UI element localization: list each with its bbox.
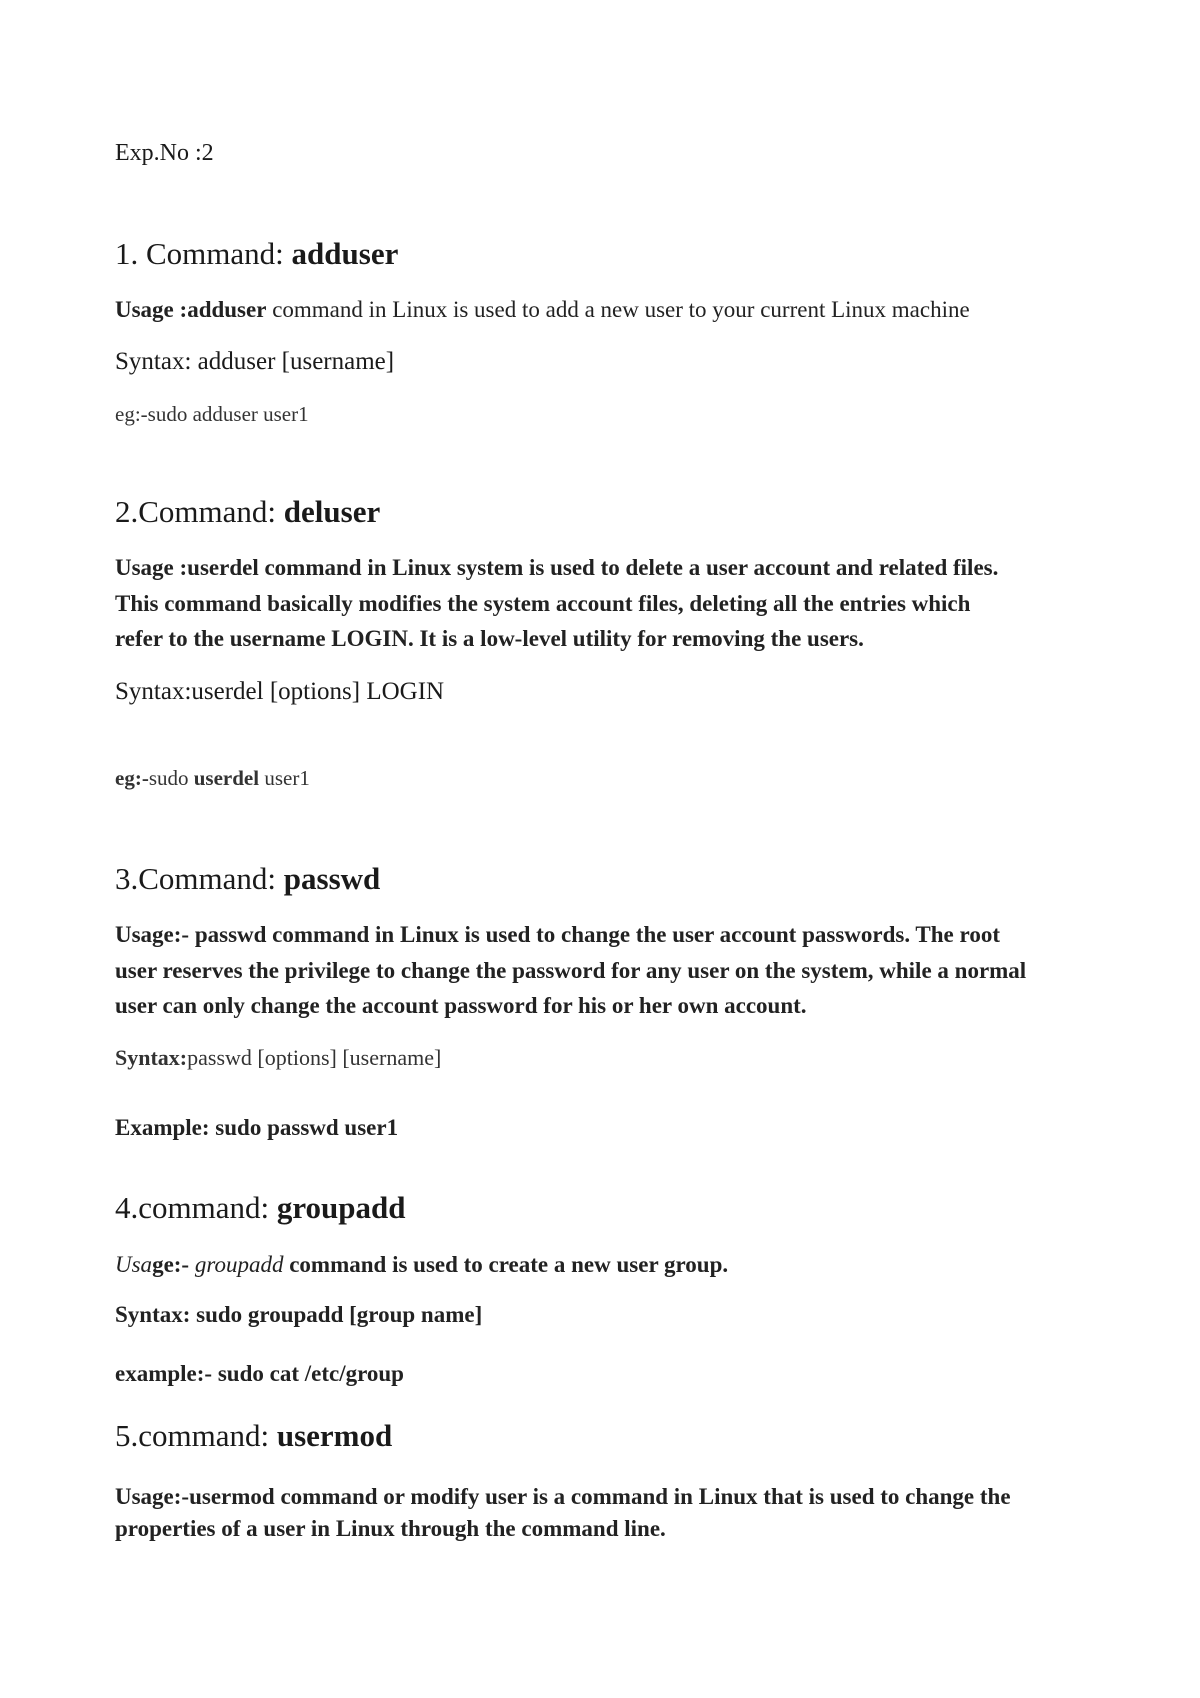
section-3-usage-line-3: user can only change the account password for his or her own account. — [115, 993, 807, 1018]
section-2-example: eg:-sudo userdel user1 — [115, 766, 310, 790]
section-5-usage-line-1: Usage:-usermod command or modify user is a command in Linux that is used to change the — [115, 1484, 1011, 1509]
section-2-heading: 2.Command: deluser — [115, 494, 381, 529]
section-5-command: usermod — [276, 1418, 393, 1453]
section-3-command: passwd — [283, 861, 381, 896]
exp-number: Exp.No :2 — [115, 140, 214, 166]
section-2-usage-line-2: This command basically modifies the system account files, deleting all the entries which — [115, 591, 971, 616]
section-4-heading: 4.command: groupadd — [115, 1190, 406, 1225]
section-3-usage-line-2: user reserves the privilege to change the password for any user on the system, while a normal — [115, 958, 1027, 983]
section-4-syntax: Syntax: sudo groupadd [group name] — [115, 1302, 483, 1327]
section-3-syntax: Syntax:passwd [options] [username] — [115, 1045, 442, 1070]
section-2-usage-line-3: refer to the username LOGIN. It is a low-level utility for removing the users. — [115, 626, 864, 651]
section-3-usage-line-1: Usage:- passwd command in Linux is used to change the user account passwords. The root — [115, 922, 1000, 947]
section-1-example: eg:-sudo adduser user1 — [115, 402, 309, 426]
section-1-syntax: Syntax: adduser [username] — [115, 348, 395, 375]
section-2-usage-line-1: Usage :userdel command in Linux system is used to delete a user account and related files. — [115, 555, 999, 580]
section-2-command: deluser — [283, 494, 381, 529]
section-2-syntax: Syntax:userdel [options] LOGIN — [115, 678, 445, 705]
section-3-heading: 3.Command: passwd — [115, 861, 381, 896]
section-5-usage-line-2: properties of a user in Linux through the command line. — [115, 1516, 666, 1541]
section-1-heading: 1. Command: adduser — [115, 236, 399, 271]
section-4-example: example:- sudo cat /etc/group — [115, 1361, 404, 1386]
section-1-usage: Usage :adduser command in Linux is used to add a new user to your current Linux machine — [115, 297, 970, 322]
section-5-heading: 5.command: usermod — [115, 1418, 393, 1453]
section-1-command: adduser — [291, 236, 399, 271]
section-4-command: groupadd — [276, 1190, 406, 1225]
section-3-example: Example: sudo passwd user1 — [115, 1115, 399, 1140]
section-4-usage: Usage:- groupadd command is used to create a new user group. — [115, 1252, 729, 1277]
